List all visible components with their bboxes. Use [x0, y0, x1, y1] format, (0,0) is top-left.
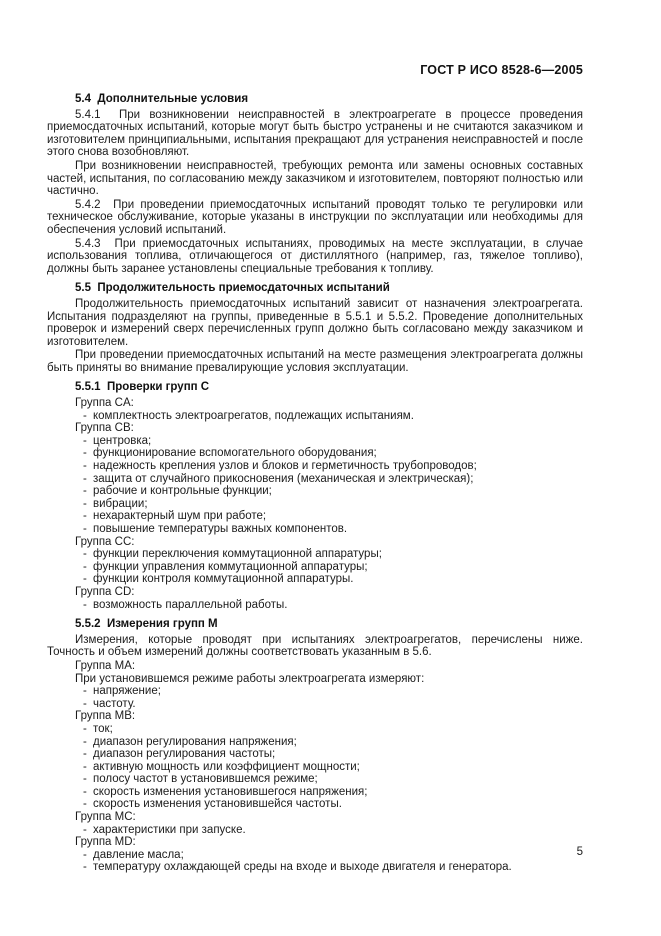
list-item-text: функции управления коммутационной аппаратуры; — [93, 560, 368, 573]
list-item — [47, 435, 583, 448]
dash-marker: - — [83, 760, 87, 773]
dash-marker: - — [83, 523, 87, 535]
group-label: Группа MD: — [75, 836, 136, 849]
list-item — [47, 523, 583, 536]
group-label: Группа MA: — [75, 659, 136, 672]
list-item-text: центровка; — [93, 434, 152, 447]
list-item — [47, 473, 583, 486]
dash-marker: - — [83, 409, 87, 422]
list-item — [47, 761, 583, 774]
list-item — [47, 410, 583, 423]
list-item — [47, 447, 583, 460]
paragraph: 5.4.2 При проведении приемосдаточных испытаний проводят только те регулировки или техническое обслуживание, которые указаны в инструкции по эксплуатации или необходимы для обеспечения условий испытаний. — [47, 198, 583, 236]
dash-marker: - — [83, 848, 87, 861]
section-heading: 5.4 Дополнительные условия — [75, 93, 249, 105]
section-heading: 5.5.2 Измерения групп M — [75, 618, 218, 631]
list-item — [47, 485, 583, 498]
group-label: Группа CD: — [75, 585, 135, 598]
list-item-text: скорость изменения установившегося напряжения; — [93, 785, 368, 798]
dash-marker: - — [83, 685, 87, 698]
list-item — [47, 698, 583, 711]
list-item — [47, 460, 583, 473]
dash-marker: - — [83, 560, 87, 573]
list-item-text: диапазон регулирования частоты; — [93, 748, 276, 761]
group-label: Группа CB: — [75, 422, 134, 435]
paragraph: При возникновении неисправностей, требующих ремонта или замены основных составных частей, испытания, по согласованию между заказчиком и изготовителем, повторяют полностью или частично. — [47, 159, 583, 198]
list-item — [47, 599, 583, 612]
dash-marker: - — [83, 472, 87, 485]
list-item-text: диапазон регулирования напряжения; — [93, 735, 297, 748]
dash-marker: - — [83, 735, 87, 748]
dash-marker: - — [83, 773, 87, 786]
list-item-text: напряжение; — [93, 685, 161, 698]
list-item-text: нехарактерный шум при работе; — [93, 510, 267, 523]
doc-code-header: ГОСТ Р ИСО 8528-6—2005 — [420, 63, 583, 77]
group-label: При установившемся режиме работы электроагрегата измеряют: — [75, 672, 425, 685]
list-item — [47, 798, 583, 811]
paragraph: Продолжительность приемосдаточных испытаний зависит от назначения электроагрегата. Испытания подразделяют на группы, приведенные в 5.5.1 и 5.5.2. Проведение дополнительных проверок и измерений сверх перечисленных групп должно быть согласовано между заказчиком и изготовителем. — [47, 297, 583, 348]
list-item — [47, 786, 583, 799]
list-item-text: надежность крепления узлов и блоков и герметичность трубопроводов; — [93, 460, 477, 473]
group-label: Группа CA: — [75, 397, 134, 410]
dash-marker: - — [83, 798, 87, 811]
list-item-text: полосу частот в установившемся режиме; — [93, 773, 318, 786]
paragraph: 5.4.1 При возникновении неисправностей в электроагрегате в процессе проведения приемосдаточных испытаний, которые могут быть быстро устранены и не считаются заказчиком и изготовителем принципиальными, испытания прекращают для устранения неисправностей и после этого снова возобновляют. — [47, 108, 583, 159]
list-item-text: характеристики при запуске. — [93, 823, 246, 836]
list-item-text: функции контроля коммутационной аппаратуры. — [93, 573, 354, 586]
list-item — [47, 510, 583, 523]
list-item — [47, 685, 583, 698]
dash-marker: - — [83, 460, 87, 473]
list-item — [47, 861, 583, 874]
list-item-text: комплектность электроагрегатов, подлежащих испытаниям. — [93, 409, 414, 422]
list-item — [47, 736, 583, 749]
section-heading: 5.5 Продолжительность приемосдаточных испытаний — [75, 282, 390, 295]
dash-marker: - — [83, 861, 87, 874]
list-item-text: функционирование вспомогательного оборудования; — [93, 447, 377, 460]
list-item — [47, 773, 583, 786]
dash-marker: - — [83, 748, 87, 761]
list-item — [47, 561, 583, 574]
list-item-text: ток; — [93, 722, 113, 735]
document-content — [47, 93, 583, 874]
dash-marker: - — [83, 823, 87, 836]
paragraph: Измерения, которые проводят при испытаниях электроагрегатов, перечислены ниже. Точность и объем измерений должны соответствовать указанным в 5.6. — [47, 633, 583, 659]
list-item — [47, 748, 583, 761]
list-item-text: повышение температуры важных компонентов. — [93, 523, 348, 535]
dash-marker: - — [83, 697, 87, 710]
dash-marker: - — [83, 785, 87, 798]
list-item — [47, 498, 583, 511]
dash-marker: - — [83, 548, 87, 561]
dash-marker: - — [83, 485, 87, 498]
list-item-text: скорость изменения установившейся частоты. — [93, 798, 342, 811]
group-label: Группа MC: — [75, 811, 136, 824]
dash-marker: - — [83, 510, 87, 523]
list-item-text: возможность параллельной работы. — [93, 598, 288, 611]
list-item — [47, 548, 583, 561]
list-item-text: защита от случайного прикосновения (механическая и электрическая); — [93, 472, 474, 485]
list-item-text: рабочие и контрольные функции; — [93, 485, 272, 498]
list-item-text: активную мощность или коэффициент мощности; — [93, 760, 360, 773]
paragraph: 5.4.3 При приемосдаточных испытаниях, проводимых на месте эксплуатации, в случае использования топлива, отличающегося от дистиллятного (например, газ, тяжелое топливо), должны быть заранее установлены специальные требования к топливу. — [47, 237, 583, 275]
page-number: 5 — [576, 846, 583, 858]
paragraph: При проведении приемосдаточных испытаний на месте размещения электроагрегата должны быть приняты во внимание превалирующие условия эксплуатации. — [47, 349, 583, 374]
section-heading: 5.5.1 Проверки групп C — [75, 381, 210, 394]
dash-marker: - — [83, 722, 87, 735]
list-item — [47, 824, 583, 837]
dash-marker: - — [83, 447, 87, 460]
dash-marker: - — [83, 573, 87, 586]
dash-marker: - — [83, 434, 87, 447]
list-item-text: функции переключения коммутационной аппаратуры; — [93, 548, 382, 561]
list-item-text: вибрации; — [93, 497, 148, 510]
group-label: Группа CC: — [75, 535, 135, 548]
list-item-text: температуру охлаждающей среды на входе и выходе двигателя и генератора. — [93, 861, 512, 874]
dash-marker: - — [83, 598, 87, 611]
dash-marker: - — [83, 497, 87, 510]
list-item — [47, 723, 583, 736]
list-item-text: давление масла; — [93, 848, 184, 861]
group-label: Группа MB: — [75, 710, 136, 723]
list-item — [47, 573, 583, 586]
list-item-text: частоту. — [93, 697, 136, 710]
